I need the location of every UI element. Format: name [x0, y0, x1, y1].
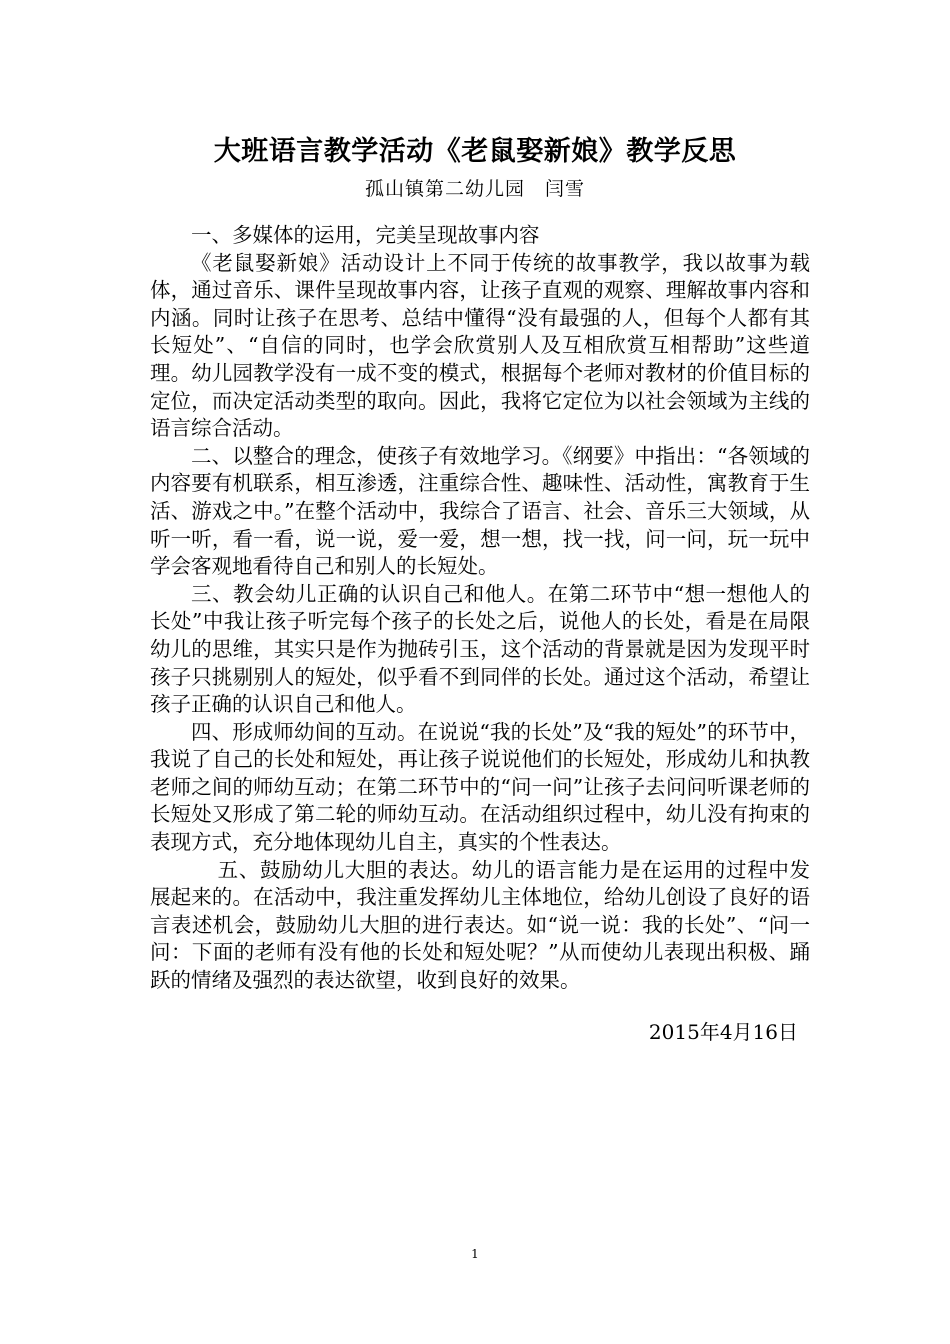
paragraph-intro: 《老鼠娶新娘》活动设计上不同于传统的故事教学，我以故事为载体，通过音乐、课件呈现故事内容，让孩子直观的观察、理解故事内容和内涵。同时让孩子在思考、总结中懂得“没有最强的人，但每个人都有其长短处”、“自信的同时，也学会欣赏别人及互相欣赏互相帮助”这些道理。幼儿园教学没有一成不变的模式，根据每个老师对教材的价值目标的定位，而决定活动类型的取向。因此，我将它定位为以社会领域为主线的语言综合活动。 [150, 250, 810, 441]
section-heading-1: 一、多媒体的运用，完美呈现故事内容 [191, 223, 540, 247]
paragraph-section-5: 五、鼓励幼儿大胆的表达。幼儿的语言能力是在运用的过程中发展起来的。在活动中，我注重发挥幼儿主体地位，给幼儿创设了良好的语言表述机会，鼓励幼儿大胆的进行表达。如“说一说：我的长处”、“问一问：下面的老师有没有他的长处和短处呢？”从而使幼儿表现出积极、踊跃的情绪及强烈的表达欲望，收到良好的效果。 [150, 857, 810, 993]
paragraph-section-3: 三、教会幼儿正确的认识自己和他人。在第二环节中“想一想他人的长处”中我让孩子听完每个孩子的长处之后，说他人的长处，看是在局限幼儿的思维，其实只是作为抛砖引玉，这个活动的背景就是因为发现平时孩子只挑剔别人的短处，似乎看不到同伴的长处。通过这个活动，希望让孩子正确的认识自己和他人。 [150, 581, 810, 717]
paragraph-section-4: 四、形成师幼间的互动。在说说“我的长处”及“我的短处”的环节中，我说了自己的长处和短处，再让孩子说说他们的长短处，形成幼儿和执教老师之间的师幼互动；在第二环节中的“问一问”让孩子去问问听课老师的长短处又形成了第二轮的师幼互动。在活动组织过程中，幼儿没有拘束的表现方式，充分地体现幼儿自主，真实的个性表达。 [150, 719, 810, 855]
document-author: 孤山镇第二幼儿园 闫雪 [364, 178, 585, 200]
document-date: 2015年4月16日 [648, 1020, 798, 1044]
page-number: 1 [471, 1247, 479, 1261]
document-title: 大班语言教学活动《老鼠娶新娘》教学反思 [213, 136, 737, 167]
paragraph-section-2: 二、以整合的理念，使孩子有效地学习。《纲要》中指出：“各领域的内容要有机联系，相互渗透，注重综合性、趣味性、活动性，寓教育于生活、游戏之中。”在整个活动中，我综合了语言、社会、音乐三大领域，从听一听，看一看，说一说，爱一爱，想一想，找一找，问一问，玩一玩中学会客观地看待自己和别人的长短处。 [150, 443, 810, 579]
document-body [150, 222, 810, 995]
